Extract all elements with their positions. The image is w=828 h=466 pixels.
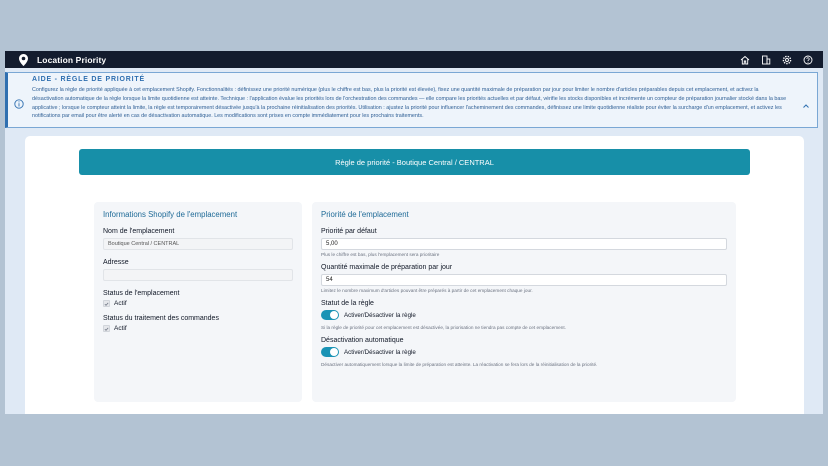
fulfillment-status-label: Status du traitement des commandes: [103, 315, 219, 322]
auto-disable-toggle-label: Activer/Désactiver la règle: [344, 348, 416, 356]
rule-status-toggle-label: Activer/Désactiver la règle: [344, 311, 416, 319]
address-field: [103, 269, 293, 281]
gear-icon[interactable]: [781, 54, 792, 65]
building-icon[interactable]: [760, 54, 771, 65]
help-title: AIDE - RÈGLE DE PRIORITÉ: [32, 76, 145, 83]
max-quantity-hint: Limitez le nombre maximum d'articles pouvant être préparés à partir de cet emplacement chaque jour.: [321, 288, 533, 293]
fulfillment-status-checkbox: [103, 325, 293, 332]
rule-card: [25, 136, 804, 414]
priority-panel: [312, 202, 736, 402]
app-window: [5, 51, 823, 414]
info-icon: [14, 96, 24, 106]
location-pin-icon: [19, 54, 29, 66]
address-label: Adresse: [103, 259, 129, 266]
default-priority-input[interactable]: 5,00: [321, 238, 727, 250]
auto-disable-label: Désactivation automatique: [321, 337, 404, 344]
location-status-checkbox: [103, 300, 293, 307]
rule-status-hint: Si la règle de priorité pour cet emplacement est désactivée, la priorisation ne tiendra pas compte de cet emplacement.: [321, 325, 566, 330]
location-status-label: Status de l'emplacement: [103, 290, 180, 297]
check-icon: [103, 300, 110, 307]
fulfillment-status-value: Actif: [114, 325, 127, 332]
auto-disable-hint: Désactiver automatiquement lorsque la limite de préparation est atteinte. La réactivation se fera lors de la réinitialisation de la priorité.: [321, 362, 598, 367]
location-status-value: Actif: [114, 300, 127, 307]
max-quantity-input[interactable]: 54: [321, 274, 727, 286]
help-icon[interactable]: [802, 54, 813, 65]
help-panel: [5, 72, 818, 128]
default-priority-label: Priorité par défaut: [321, 228, 377, 235]
help-body: Configurez la règle de priorité appliquée à cet emplacement Shopify. Fonctionnalités : définissez une priorité numérique (plus le chiffre est bas, plus la priorité est élevée), fixez une quantité maximale de préparation par jour pour limiter le nombre d'articles préparables depuis cet emplacement, et activez la désactivation automatique de la règle lorsque la limite quotidienne est atteinte. Technique : l'application évalue les priorités lors de l'orchestration des commandes — elle compare les priorités actuelles et par défaut, vérifie les stocks disponibles et incrémente un compteur de préparation journalier stocké dans la base applicative ; lorsque le compteur atteint la limite, la règle est temporairement désactivée jusqu'à la prochaine réinitialisation des priorités. Utilisation : ajustez la priorité pour influencer l'acheminement des commandes, définissez une limite quotidienne réaliste pour éviter la surcharge d'un emplacement, et activez les notifications par email pour être alerté en cas de désactivation automatique. Les modifications sont prises en compte immédiatement pour les prochains traitements.: [32, 87, 787, 120]
default-priority-hint: Plus le chiffre est bas, plus l'emplacement sera prioritaire: [321, 252, 440, 257]
home-icon[interactable]: [739, 54, 750, 65]
app-title: Location Priority: [37, 54, 107, 65]
auto-disable-toggle[interactable]: [321, 347, 339, 357]
max-quantity-label: Quantité maximale de préparation par jour: [321, 264, 453, 271]
auto-disable-toggle-row: [321, 347, 727, 357]
location-name-field: Boutique Central / CENTRAL: [103, 238, 293, 250]
check-icon: [103, 325, 110, 332]
rule-status-toggle[interactable]: [321, 310, 339, 320]
shopify-panel-title: Informations Shopify de l'emplacement: [103, 210, 238, 219]
chevron-up-icon[interactable]: [802, 97, 810, 105]
rule-status-toggle-row: [321, 310, 727, 320]
location-name-label: Nom de l'emplacement: [103, 228, 175, 235]
shopify-info-panel: [94, 202, 302, 402]
topbar-icons: [739, 54, 813, 65]
rule-status-label: Statut de la règle: [321, 300, 374, 307]
rule-banner: Règle de priorité - Boutique Central / CENTRAL: [79, 149, 750, 175]
top-bar: [5, 51, 823, 68]
priority-panel-title: Priorité de l'emplacement: [321, 210, 409, 219]
